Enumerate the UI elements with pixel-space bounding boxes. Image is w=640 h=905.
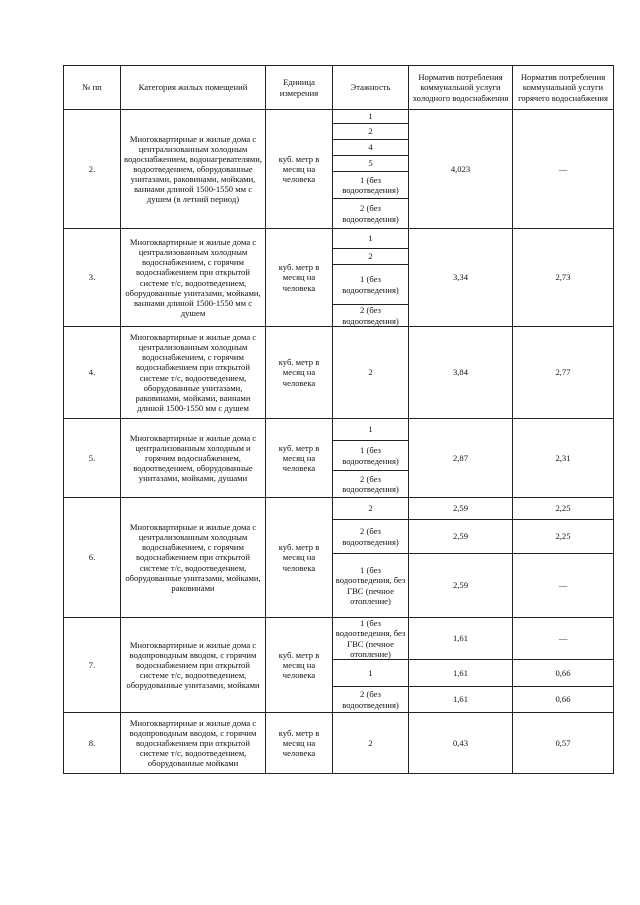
row-cold: 4,023 (409, 110, 513, 229)
row-unit: куб. метр в месяц на человека (266, 110, 333, 229)
row-floor: 2 (без водоотведения) (333, 520, 409, 554)
row-floor: 1 (без водоотведения) (333, 172, 409, 199)
row-num: 5. (64, 419, 121, 498)
row-hot: — (513, 618, 614, 660)
row-floor: 5 (333, 156, 409, 172)
row-floor: 1 (без водоотведения) (333, 441, 409, 471)
row-cold: 1,61 (409, 618, 513, 660)
row-num: 4. (64, 327, 121, 419)
row-hot: 2,77 (513, 327, 614, 419)
row-category: Многоквартирные и жилые дома с водопроводным вводом, с горячим водоснабжением при открытой системе т/с, водоотведением, оборудованные мойками (121, 713, 266, 774)
row-hot: — (513, 110, 614, 229)
row-hot: 2,25 (513, 520, 614, 554)
row-unit: куб. метр в месяц на человека (266, 229, 333, 327)
row-floor: 2 (333, 249, 409, 265)
row-hot: 2,25 (513, 498, 614, 520)
header-floors: Этажность (333, 66, 409, 110)
table-row (64, 419, 614, 441)
row-floor: 2 (333, 498, 409, 520)
header-cold: Норматив потребления коммунальной услуги холодного водоснабжения (409, 66, 513, 110)
row-floor: 2 (без водоотведения) (333, 305, 409, 327)
table-row (64, 713, 614, 774)
row-unit: куб. метр в месяц на человека (266, 419, 333, 498)
row-num: 3. (64, 229, 121, 327)
row-floor: 2 (333, 327, 409, 419)
row-hot: 2,31 (513, 419, 614, 498)
row-floor: 4 (333, 140, 409, 156)
row-cold: 1,61 (409, 660, 513, 687)
header-num: № пп (64, 66, 121, 110)
row-cold: 2,59 (409, 554, 513, 618)
table-row (64, 327, 614, 419)
row-num: 2. (64, 110, 121, 229)
row-category: Многоквартирные и жилые дома с централизованным холодным водоснабжением, с горячим водоснабжением при открытой системе т/с, водоотведением, оборудованные унитазами, мойками, раковинами (121, 498, 266, 618)
row-cold: 0,43 (409, 713, 513, 774)
row-floor: 2 (без водоотведения) (333, 471, 409, 498)
row-category: Многоквартирные и жилые дома с централизованным холодным водоснабжением, с горячим водоснабжением при открытой системе т/с, водоотведением, оборудованные унитазами, раковинами, мойками, ваннами длиной 1500-1550 мм с душем (121, 327, 266, 419)
table-row (64, 498, 614, 520)
row-category: Многоквартирные и жилые дома с централизованным холодным и горячим водоснабжением, водоотведением, оборудованные унитазами, мойками, душами (121, 419, 266, 498)
row-category: Многоквартирные и жилые дома с централизованным холодным водоснабжением, водонагревателями, водоотведением, оборудованные унитазами, раковинами, мойками, ваннами длиной 1500-1550 мм с душем (в летний период) (121, 110, 266, 229)
row-hot: 0,66 (513, 660, 614, 687)
row-floor: 1 (333, 660, 409, 687)
header-row (64, 66, 614, 110)
row-floor: 2 (333, 124, 409, 140)
table-row (64, 229, 614, 249)
row-floor: 2 (333, 713, 409, 774)
row-floor: 2 (без водоотведения) (333, 687, 409, 713)
row-floor: 1 (без водоотведения, без ГВС (печное отопление) (333, 618, 409, 660)
row-num: 8. (64, 713, 121, 774)
row-floor: 1 (без водоотведения, без ГВС (печное отопление) (333, 554, 409, 618)
row-floor: 1 (без водоотведения) (333, 265, 409, 305)
row-hot: 0,66 (513, 687, 614, 713)
row-floor: 1 (333, 419, 409, 441)
row-cold: 2,59 (409, 520, 513, 554)
row-unit: куб. метр в месяц на человека (266, 618, 333, 713)
row-num: 6. (64, 498, 121, 618)
row-cold: 3,84 (409, 327, 513, 419)
header-category: Категория жилых помещений (121, 66, 266, 110)
table-row (64, 618, 614, 660)
row-num: 7. (64, 618, 121, 713)
row-hot: — (513, 554, 614, 618)
row-cold: 2,87 (409, 419, 513, 498)
row-unit: куб. метр в месяц на человека (266, 498, 333, 618)
row-cold: 2,59 (409, 498, 513, 520)
row-unit: куб. метр в месяц на человека (266, 713, 333, 774)
table-row (64, 110, 614, 124)
row-unit: куб. метр в месяц на человека (266, 327, 333, 419)
row-cold: 3,34 (409, 229, 513, 327)
row-hot: 0,57 (513, 713, 614, 774)
row-cold: 1,61 (409, 687, 513, 713)
row-floor: 1 (333, 110, 409, 124)
norms-table (63, 65, 614, 774)
row-floor: 2 (без водоотведения) (333, 199, 409, 229)
row-hot: 2,73 (513, 229, 614, 327)
row-category: Многоквартирные и жилые дома с водопроводным вводом, с горячим водоснабжением при открытой системе т/с, водоотведением, оборудованные унитазами, мойками (121, 618, 266, 713)
header-hot: Норматив потребления коммунальной услуги горячего водоснабжения (513, 66, 614, 110)
row-category: Многоквартирные и жилые дома с централизованным холодным водоснабжением, с горячим водоснабжением при открытой системе т/с, водоотведением, оборудованные унитазами, мойками, ваннами длиной 1500-1550 мм с душем (121, 229, 266, 327)
row-floor: 1 (333, 229, 409, 249)
header-unit: Единица измерения (266, 66, 333, 110)
